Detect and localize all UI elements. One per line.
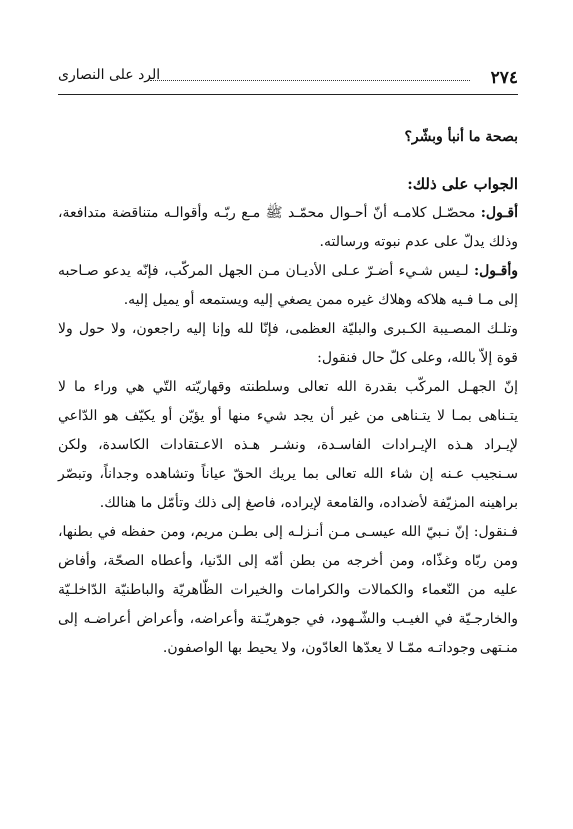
running-header	[58, 62, 518, 92]
header-divider	[58, 94, 518, 95]
page-number: ٢٧٤	[490, 68, 518, 88]
running-title: الرد على النصارى	[58, 67, 161, 83]
paragraph-4: إنّ الجهـل المركّب بقدرة الله تعالى وسلطنته وقهاريّته التّي هي وراء ما لا يتـناهى بمـا لا يتـناهى من غير أن يجد شيء منها أو يؤيّن أو يكيّف هو الدّاعي لإيـراد هـذه الإيـرادات الفاسـدة، ونشـر هـذه الاعـتقادات الكاسدة، ولكن سـنجيب عـنه إن شاء الله تعالى بما يريك الحقّ عياناً وتشاهده وجداناً، وتبصّر براهينه المزيّفة لأضداده، والقامعة لإيراده، فاصغ إلى ذلك وتأمّل ما هنالك.	[58, 379, 518, 511]
header-dotted-leader	[150, 70, 470, 81]
paragraph-1-text: محصّـل كلامـه أنّ أحـوال محمّـد ﷺ مـع ربّـه وأقوالـه متناقضة متدافعة، وذلك يدلّ على عدم نبوته ورسالته.	[58, 205, 518, 250]
paragraph-1-lead: أقـول:	[480, 205, 518, 221]
paragraph-2	[58, 257, 518, 315]
paragraph-3: وتلـك المصـيبة الكـبرى والبليّة العظمى، فإنّا لله وإنا إليه راجعون، ولا حول ولا قوة إلاّ بالله، وعلى كلّ حال فنقول:	[58, 321, 518, 366]
continued-question-line: بصحة ما أنبأ وبشّر؟	[404, 129, 518, 145]
answer-heading: الجواب على ذلك:	[407, 175, 518, 193]
paragraph-2-lead: وأقـول:	[473, 263, 518, 279]
page-body	[58, 123, 518, 663]
paragraph-5: فـنقول: إنّ نـبيّ الله عيسـى مـن أنـزلـه إلى بطـن مريم، ومن حفظه في بطنها، ومن ربّاه وغذّاه، ومن أخرجه من بطن أمّه إلى الدّنيا، وأعطاه الصحّة، وأفاض عليه من النّعماء والكمالات والكرامات والخيرات الظّاهريّة والباطنيّة الدّاخلـيّة والخارجـيّة في الغيـب والشّـهود، في جوهريّـتة وأعراضه، وأعراض أعراضـه إلى منـتهى وجوداتـه ممّـا لا يعدّها العادّون، ولا يحيط بها الواصفون.	[58, 524, 518, 656]
paragraph-2-text: لـيس شـيء أضـرّ عـلى الأديـان مـن الجهل المركّب، فإنّه يدعو صـاحبه إلى مـا فـيه هلاكه وهلاك غيره ممن يصغي إليه ويستمعه أو يميل إليه.	[58, 263, 518, 308]
paragraph-1	[58, 199, 518, 257]
